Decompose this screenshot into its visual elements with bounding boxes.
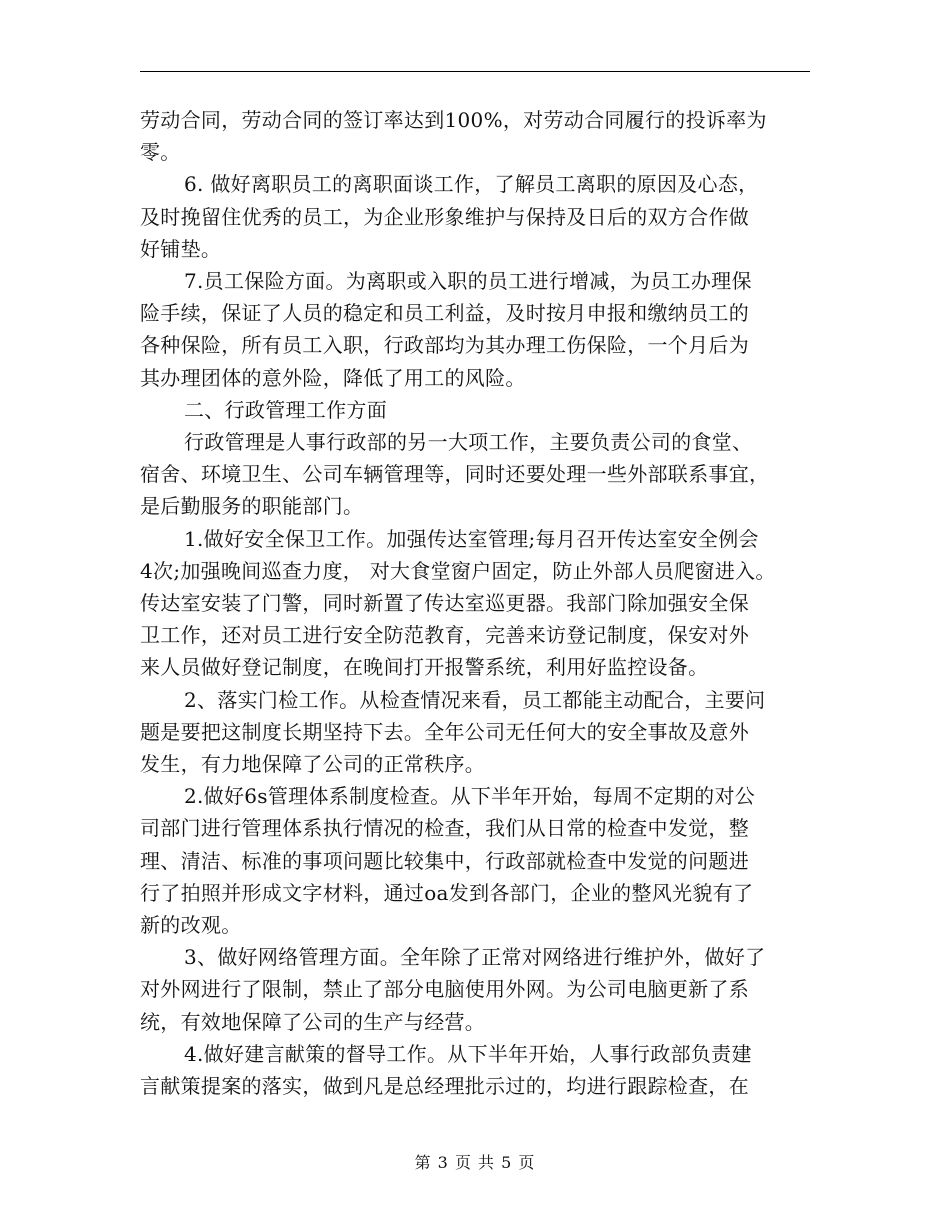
text-line: 二、行政管理工作方面 <box>184 397 387 422</box>
text-line: 4.做好建言献策的督导工作。从下半年开始，人事行政部负责建 <box>184 1041 752 1066</box>
text-line: 4次;加强晚间巡查力度， 对大食堂窗户固定，防止外部人员爬窗进入。 <box>140 558 776 583</box>
paragraph-employee-insurance <box>140 265 812 394</box>
paragraph-network <box>140 941 812 1038</box>
text-line: 司部门进行管理体系执行情况的检查，我们从日常的检查中发觉，整 <box>140 816 749 841</box>
header-rule <box>140 71 810 72</box>
text-line: 险手续，保证了人员的稳定和员工利益，及时按月申报和缴纳员工的 <box>140 301 749 326</box>
paragraph-6s-management <box>140 780 812 941</box>
text-line: 发生，有力地保障了公司的正常秩序。 <box>140 752 486 777</box>
text-line: 及时挽留住优秀的员工，为企业形象维护与保持及日后的双方合作做 <box>140 204 749 229</box>
text-line: 各种保险，所有员工入职，行政部均为其办理工伤保险，一个月后为 <box>140 333 749 358</box>
document-body <box>140 104 812 1102</box>
paragraph-suggestions <box>140 1038 812 1102</box>
text-line: 传达室安装了门警，同时新置了传达室巡更器。我部门除加强安全保 <box>140 591 749 616</box>
text-line: 题是要把这制度长期坚持下去。全年公司无任何大的安全事故及意外 <box>140 719 749 744</box>
text-line: 劳动合同，劳动合同的签订率达到100%，对劳动合同履行的投诉率为 <box>140 108 767 132</box>
paragraph-security <box>140 523 812 684</box>
paragraph-gate-check <box>140 684 812 781</box>
text-line: 1.做好安全保卫工作。加强传达室管理;每月召开传达室安全例会 <box>184 526 759 551</box>
text-line: 其办理团体的意外险，降低了用工的风险。 <box>140 365 526 390</box>
text-line: 理、清洁、标准的事项问题比较集中，行政部就检查中发觉的问题进 <box>140 848 749 873</box>
section-heading-admin <box>140 394 812 426</box>
text-line: 对外网进行了限制，禁止了部分电脑使用外网。为公司电脑更新了系 <box>140 977 749 1002</box>
paragraph-contract-rate <box>140 104 812 168</box>
text-line: 言献策提案的落实，做到凡是总经理批示过的，均进行跟踪检查，在 <box>140 1074 749 1099</box>
text-line: 7.员工保险方面。为离职或入职的员工进行增减，为员工办理保 <box>184 269 752 294</box>
text-line: 是后勤服务的职能部门。 <box>140 494 364 519</box>
text-line: 来人员做好登记制度，在晚间打开报警系统，利用好监控设备。 <box>140 655 709 680</box>
text-line: 好铺垫。 <box>140 236 222 261</box>
text-line: 统，有效地保障了公司的生产与经营。 <box>140 1009 486 1034</box>
text-line: 卫工作，还对员工进行安全防范教育，完善来访登记制度，保安对外 <box>140 623 749 648</box>
text-line: 零。 <box>140 140 181 165</box>
page-number: 第 3 页 共 5 页 <box>414 1153 536 1172</box>
text-line: 新的改观。 <box>140 913 242 938</box>
text-line: 行政管理是人事行政部的另一大项工作，主要负责公司的食堂、 <box>184 430 753 455</box>
text-line: 宿舍、环境卫生、公司车辆管理等，同时还要处理一些外部联系事宜， <box>140 462 770 487</box>
text-line: 2.做好6s管理体系制度检查。从下半年开始，每周不定期的对公 <box>184 784 756 809</box>
text-line: 2、落实门检工作。从检查情况来看，员工都能主动配合，主要问 <box>184 687 766 712</box>
paragraph-admin-intro <box>140 426 812 523</box>
text-line: 3、做好网络管理方面。全年除了正常对网络进行维护外，做好了 <box>184 945 766 970</box>
text-line: 6. 做好离职员工的离职面谈工作，了解员工离职的原因及心态， <box>184 172 759 197</box>
paragraph-exit-interview <box>140 168 812 265</box>
text-line: 行了拍照并形成文字材料，通过oa发到各部门，企业的整风光貌有了 <box>140 880 754 905</box>
